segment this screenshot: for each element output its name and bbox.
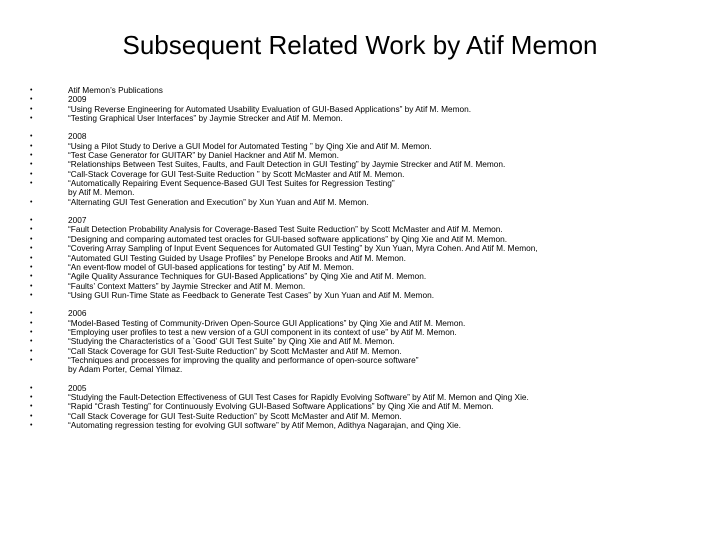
- list-item: • “Designing and comparing automated test oracles for GUI-based software applications” by Qing Xie and Atif M. Memon.: [30, 235, 710, 244]
- list-item-continuation: by Adam Porter, Cemal Yilmaz.: [68, 364, 183, 375]
- list-item: • “Automated GUI Testing Guided by Usage Profiles” by Penelope Brooks and Atif M. Memon.: [30, 254, 710, 263]
- list-item: • “Testing Graphical User Interfaces” by Jaymie Strecker and Atif M. Memon.: [30, 114, 710, 123]
- list-item: • “Relationships Between Test Suites, Faults, and Fault Detection in GUI Testing” by Jaymie Strecker and Atif M. Memon.: [30, 160, 710, 169]
- list-item: • “Studying the Fault-Detection Effectiveness of GUI Test Cases for Rapidly Evolving Software” by Atif M. Memon and Qing Xie.: [30, 393, 710, 402]
- list-item: • 2009: [30, 95, 710, 104]
- list-item: • “Call-Stack Coverage for GUI Test-Suite Reduction ” by Scott McMaster and Atif M. Memon.: [30, 170, 710, 179]
- list-item: • Atif Memon’s Publications: [30, 86, 710, 95]
- list-item: • 2006: [30, 309, 710, 318]
- list-item: • 2007: [30, 216, 710, 225]
- list-item: • “Alternating GUI Test Generation and Execution” by Xun Yuan and Atif M. Memon.: [30, 198, 710, 207]
- list-item: • “Using Reverse Engineering for Automated Usability Evaluation of GUI-Based Applications” by Atif M. Memon.: [30, 105, 710, 114]
- slide-title: Subsequent Related Work by Atif Memon: [122, 30, 598, 60]
- list-item: • “Employing user profiles to test a new version of a GUI component in its context of use” by Atif M. Memon.: [30, 328, 710, 337]
- list-item-continuation: by Atif M. Memon.: [68, 187, 135, 198]
- list-item: • “Agile Quality Assurance Techniques for GUI-Based Applications” by Qing Xie and Atif M. Memon.: [30, 272, 710, 281]
- publication-list: [30, 86, 710, 430]
- list-item: • “Automating regression testing for evolving GUI software” by Atif Memon, Adithya Nagarajan, and Qing Xie.: [30, 421, 710, 430]
- list-item: • “Model-Based Testing of Community-Driven Open-Source GUI Applications” by Qing Xie and Atif M. Memon.: [30, 319, 710, 328]
- list-item: • 2005: [30, 384, 710, 393]
- list-item: • “Covering Array Sampling of Input Event Sequences for Automated GUI Testing” by Xun Yuan, Myra Cohen. And Atif M. Memon,: [30, 244, 710, 253]
- list-item: • “Techniques and processes for improving the quality and performance of open-source software”: [30, 356, 710, 365]
- list-item: • “Call Stack Coverage for GUI Test-Suite Reduction” by Scott McMaster and Atif M. Memon.: [30, 347, 710, 356]
- list-item: • “Using GUI Run-Time State as Feedback to Generate Test Cases” by Xun Yuan and Atif M. Memon.: [30, 291, 710, 300]
- list-item: • “Fault Detection Probability Analysis for Coverage-Based Test Suite Reduction” by Scott McMaster and Atif M. Memon.: [30, 225, 710, 234]
- list-item: • “Studying the Characteristics of a `Good’ GUI Test Suite” by Qing Xie and Atif M. Memon.: [30, 337, 710, 346]
- list-item: • “Automatically Repairing Event Sequence-Based GUI Test Suites for Regression Testing”: [30, 179, 710, 188]
- list-item: • “Rapid “Crash Testing” for Continuously Evolving GUI-Based Software Applications” by Qing Xie and Atif M. Memon.: [30, 402, 710, 411]
- list-item: • “Faults’ Context Matters” by Jaymie Strecker and Atif M. Memon.: [30, 282, 710, 291]
- list-item: • “An event-flow model of GUI-based applications for testing” by Atif M. Memon.: [30, 263, 710, 272]
- list-item: • 2008: [30, 132, 710, 141]
- list-item: • “Test Case Generator for GUITAR” by Daniel Hackner and Atif M. Memon.: [30, 151, 710, 160]
- list-item: • “Call Stack Coverage for GUI Test-Suite Reduction” by Scott McMaster and Atif M. Memon.: [30, 412, 710, 421]
- list-item: • “Using a Pilot Study to Derive a GUI Model for Automated Testing ” by Qing Xie and Atif M. Memon.: [30, 142, 710, 151]
